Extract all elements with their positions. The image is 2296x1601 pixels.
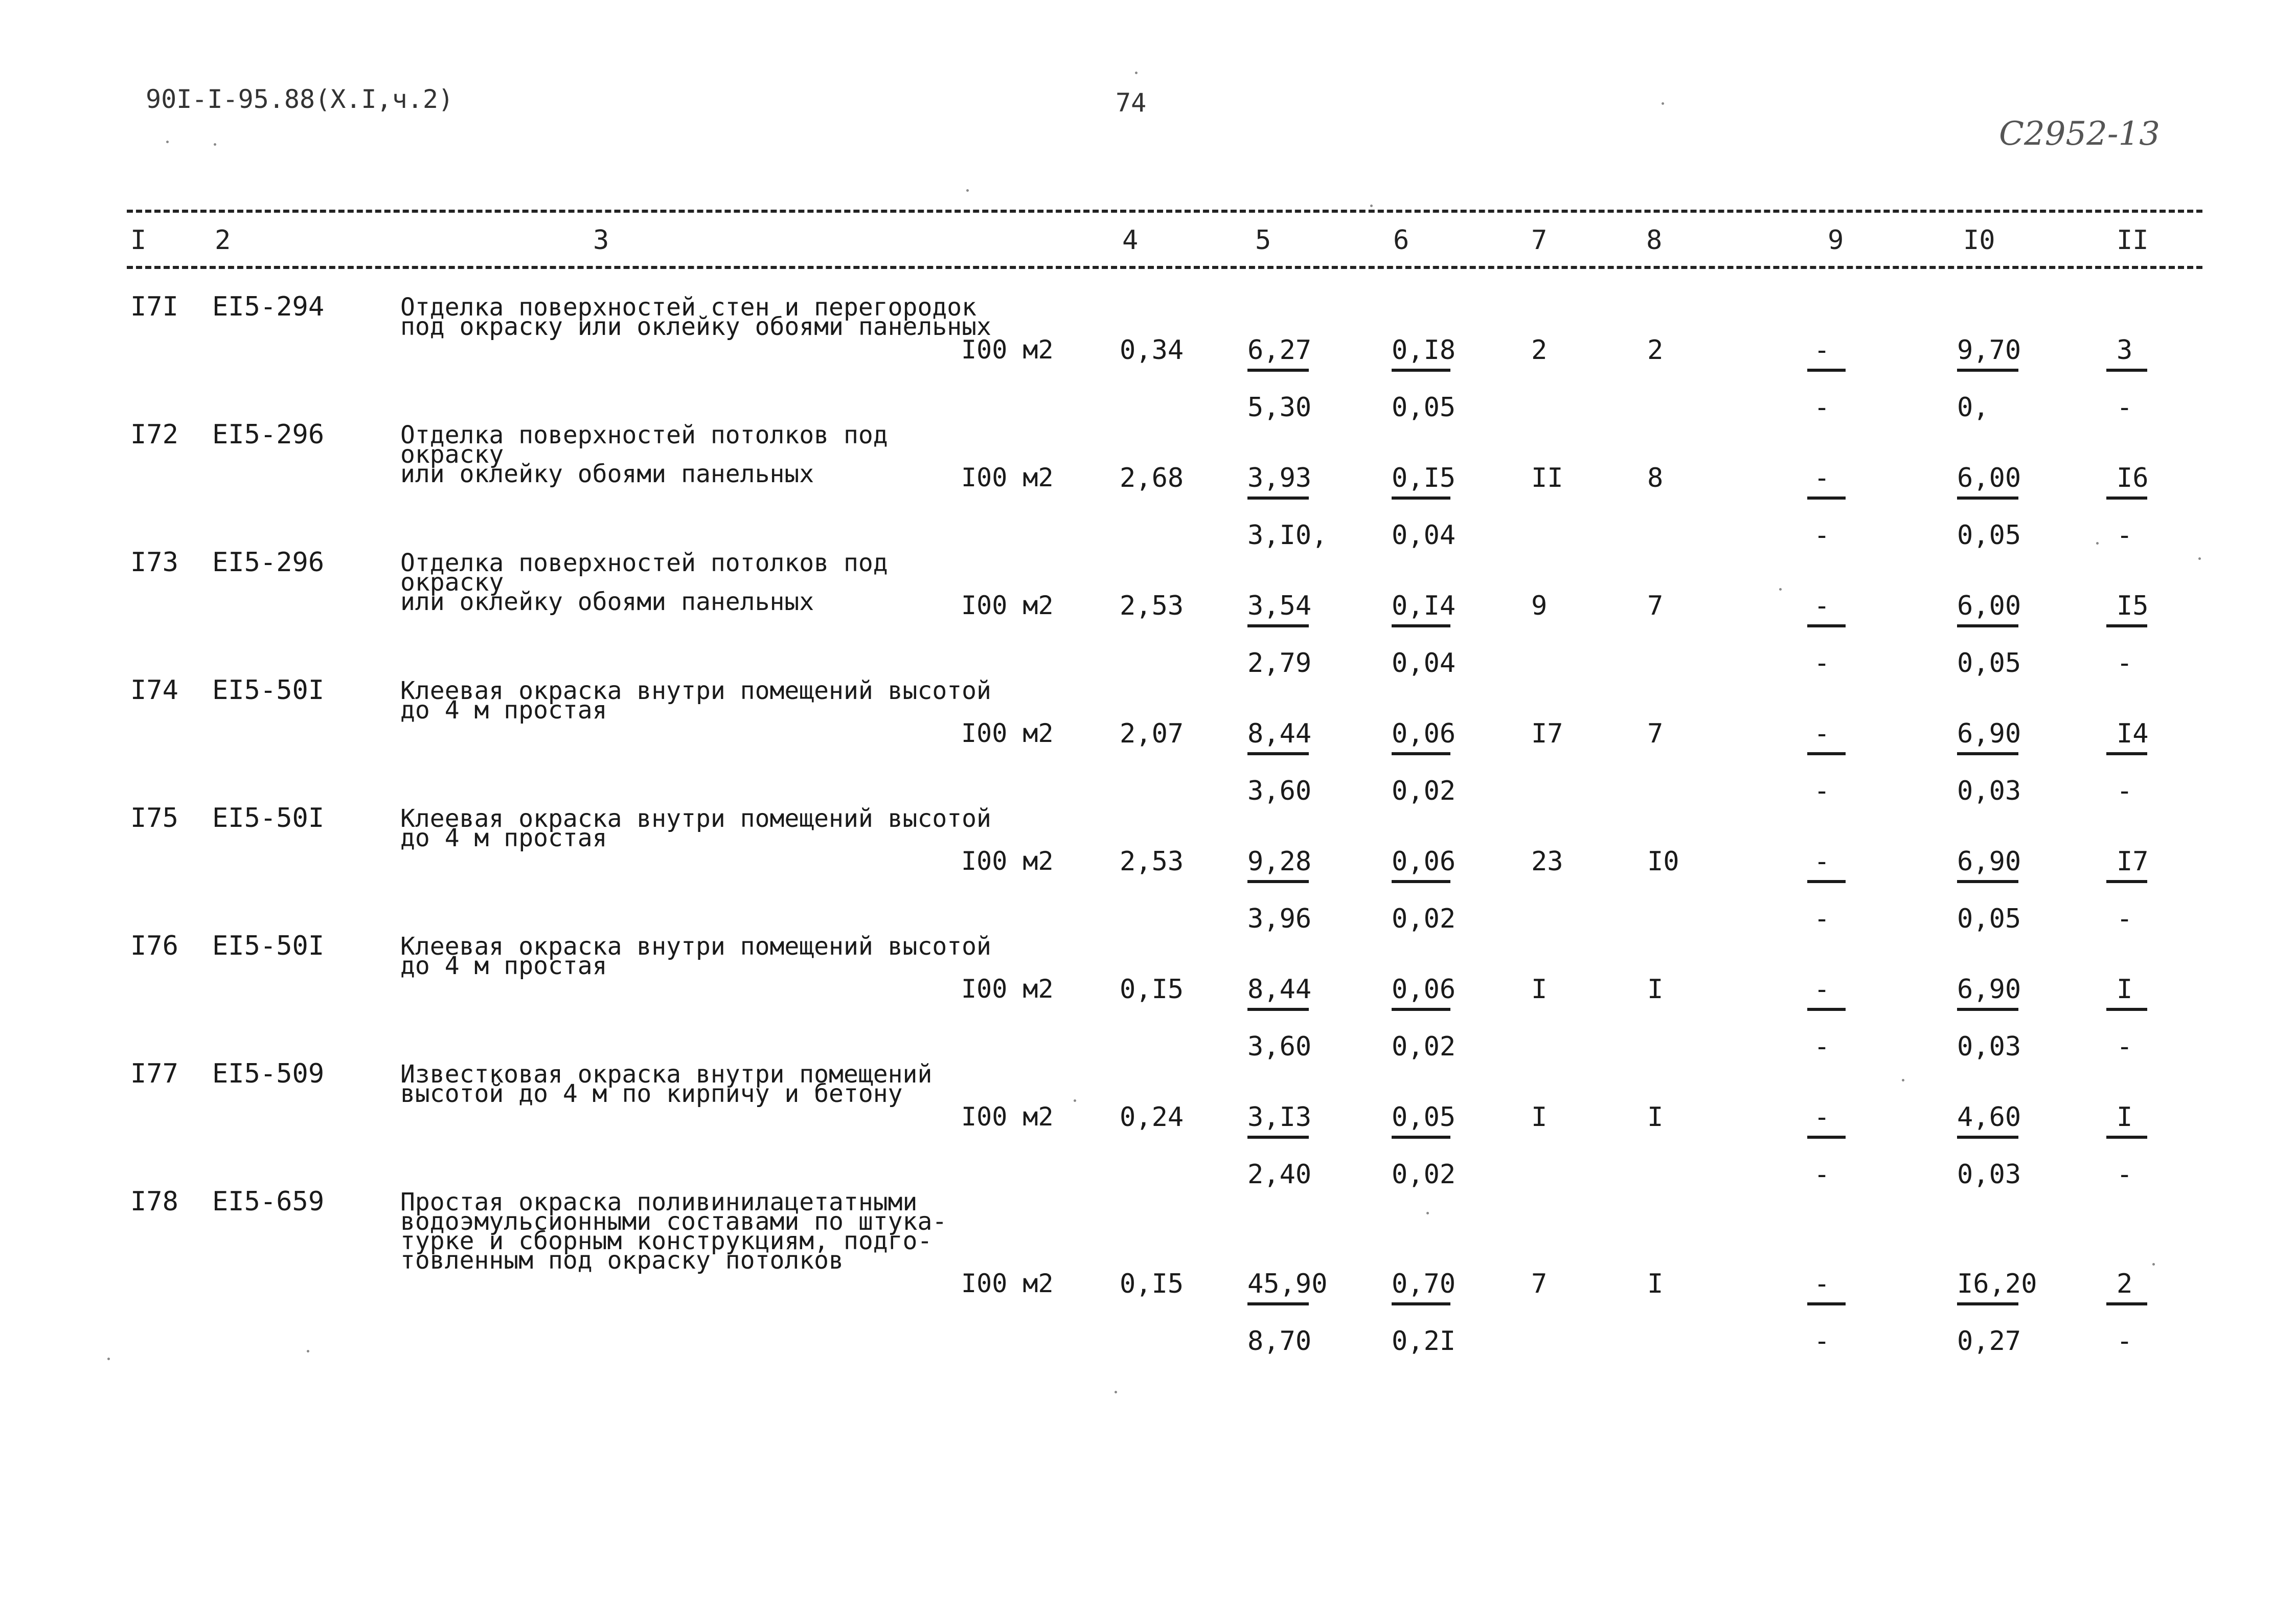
fraction-bar: [1957, 497, 2018, 500]
fraction-bar: [2106, 1008, 2147, 1011]
row-number: I75: [130, 803, 178, 833]
scan-speck: [1074, 1099, 1076, 1102]
col10-bottom-value: 0,05: [1957, 520, 2021, 551]
row-number: I72: [130, 419, 178, 450]
col6-top-value: 0,70: [1392, 1269, 1456, 1299]
column-header-8: 8: [1646, 225, 1663, 256]
scan-speck: [166, 141, 169, 143]
col5-top-value: 45,90: [1247, 1269, 1328, 1299]
fraction-bar: [1247, 369, 1309, 372]
row-number: I76: [130, 931, 178, 961]
col11-bottom-value: -: [2117, 904, 2133, 934]
col11-top-value: I4: [2117, 718, 2149, 749]
col9-bottom-value: -: [1814, 1031, 1830, 1062]
col11-bottom-value: -: [2117, 776, 2133, 806]
col11-top-value: I: [2117, 1102, 2133, 1133]
fraction-bar: [1957, 1302, 2018, 1305]
col10-bottom-value: 0,: [1957, 392, 1989, 423]
row-number: I73: [130, 547, 178, 578]
col9-top-value: -: [1814, 974, 1830, 1005]
fraction-bar: [1392, 1136, 1450, 1139]
col5-top-value: 3,93: [1247, 463, 1312, 493]
fraction-bar: [1392, 1008, 1450, 1011]
scan-speck: [214, 143, 216, 146]
fraction-bar: [2106, 369, 2147, 372]
col10-top-value: 4,60: [1957, 1102, 2021, 1133]
fraction-bar: [2106, 752, 2147, 755]
fraction-bar: [1807, 1302, 1846, 1305]
col9-bottom-value: -: [1814, 776, 1830, 806]
col9-top-value: -: [1814, 1269, 1830, 1299]
work-description: Простая окраска поливинилацетатными водоэмульсионными составами по штука- турке и сборным конструкциям, подго- товленным под окраску потолков: [400, 1188, 947, 1275]
scan-speck: [107, 1358, 110, 1360]
col11-top-value: 2: [2117, 1269, 2133, 1299]
column-header-3: 3: [593, 225, 609, 256]
fraction-bar: [1807, 1136, 1846, 1139]
measure-unit: I00 м2: [961, 335, 1054, 365]
col10-top-value: 6,90: [1957, 718, 2021, 749]
col10-top-value: 6,90: [1957, 846, 2021, 877]
col11-top-value: I: [2117, 974, 2133, 1005]
fraction-bar: [1957, 369, 2018, 372]
col9-bottom-value: -: [1814, 520, 1830, 551]
fraction-bar: [1957, 880, 2018, 883]
archive-stamp: С2952-13: [1999, 115, 2160, 153]
col11-top-value: 3: [2117, 335, 2133, 366]
column-header-9: 9: [1828, 225, 1844, 256]
work-description: Клеевая окраска внутри помещений высотой до 4 м простая: [400, 932, 991, 980]
table-header-rule: [127, 266, 2202, 269]
col8-value: I: [1647, 1269, 1664, 1299]
col9-top-value: -: [1814, 463, 1830, 493]
col7-value: I: [1531, 1102, 1548, 1133]
rate-code: EI5-50I: [212, 931, 325, 961]
col6-bottom-value: 0,05: [1392, 392, 1456, 423]
col11-bottom-value: -: [2117, 392, 2133, 423]
work-description: Клеевая окраска внутри помещений высотой до 4 м простая: [400, 677, 991, 725]
measure-unit: I00 м2: [961, 1269, 1054, 1298]
column-header-11: II: [2117, 225, 2149, 256]
scan-speck: [307, 1350, 309, 1352]
col5-top-value: 3,I3: [1247, 1102, 1312, 1133]
col8-value: I0: [1647, 846, 1679, 877]
column-header-4: 4: [1122, 225, 1139, 256]
col8-value: I: [1647, 974, 1664, 1005]
fraction-bar: [1807, 1008, 1846, 1011]
col10-bottom-value: 0,27: [1957, 1326, 2021, 1357]
work-description: Отделка поверхностей стен и перегородок под окраску или оклейку обоями панельных: [400, 293, 991, 341]
scan-speck: [1662, 102, 1664, 105]
measure-unit: I00 м2: [961, 718, 1054, 748]
measure-unit: I00 м2: [961, 591, 1054, 620]
col5-top-value: 8,44: [1247, 718, 1312, 749]
col8-value: 7: [1647, 591, 1664, 621]
col10-top-value: 6,00: [1957, 591, 2021, 621]
col11-top-value: I6: [2117, 463, 2149, 493]
fraction-bar: [1392, 1302, 1450, 1305]
measure-unit: I00 м2: [961, 463, 1054, 492]
col6-top-value: 0,06: [1392, 974, 1456, 1005]
col11-top-value: I5: [2117, 591, 2149, 621]
col6-bottom-value: 0,04: [1392, 520, 1456, 551]
rate-code: EI5-296: [212, 547, 325, 578]
col10-bottom-value: 0,03: [1957, 1031, 2021, 1062]
rate-code: EI5-294: [212, 291, 325, 322]
scan-speck: [1426, 1212, 1429, 1214]
work-description: Отделка поверхностей потолков под окраску или оклейку обоями панельных: [400, 421, 888, 488]
col6-top-value: 0,06: [1392, 718, 1456, 749]
col6-bottom-value: 0,02: [1392, 776, 1456, 806]
fraction-bar: [1957, 1136, 2018, 1139]
col10-bottom-value: 0,03: [1957, 776, 2021, 806]
scan-speck: [1779, 588, 1782, 591]
quantity: 2,07: [1120, 718, 1184, 749]
col9-bottom-value: -: [1814, 1326, 1830, 1357]
rate-code: EI5-659: [212, 1186, 325, 1217]
col9-bottom-value: -: [1814, 904, 1830, 934]
col5-bottom-value: 3,I0,: [1247, 520, 1328, 551]
fraction-bar: [1247, 1302, 1309, 1305]
fraction-bar: [1392, 497, 1450, 500]
scan-speck: [2096, 542, 2099, 545]
col8-value: 7: [1647, 718, 1664, 749]
col11-bottom-value: -: [2117, 1326, 2133, 1357]
row-number: I78: [130, 1186, 178, 1217]
col6-top-value: 0,05: [1392, 1102, 1456, 1133]
scan-speck: [1902, 1079, 1904, 1081]
fraction-bar: [1392, 752, 1450, 755]
fraction-bar: [1392, 369, 1450, 372]
fraction-bar: [1807, 880, 1846, 883]
col7-value: I: [1531, 974, 1548, 1005]
work-description: Клеевая окраска внутри помещений высотой до 4 м простая: [400, 804, 991, 852]
col5-bottom-value: 3,96: [1247, 904, 1312, 934]
col7-value: II: [1531, 463, 1563, 493]
fraction-bar: [1247, 752, 1309, 755]
col6-top-value: 0,06: [1392, 846, 1456, 877]
col5-top-value: 8,44: [1247, 974, 1312, 1005]
col8-value: 8: [1647, 463, 1664, 493]
fraction-bar: [1392, 624, 1450, 627]
col11-bottom-value: -: [2117, 648, 2133, 679]
fraction-bar: [1247, 880, 1309, 883]
fraction-bar: [2106, 497, 2147, 500]
col5-top-value: 9,28: [1247, 846, 1312, 877]
col6-bottom-value: 0,04: [1392, 648, 1456, 679]
row-number: I74: [130, 675, 178, 706]
col9-bottom-value: -: [1814, 1159, 1830, 1190]
fraction-bar: [1247, 497, 1309, 500]
col5-bottom-value: 5,30: [1247, 392, 1312, 423]
col10-bottom-value: 0,05: [1957, 648, 2021, 679]
fraction-bar: [1247, 624, 1309, 627]
col5-bottom-value: 2,40: [1247, 1159, 1312, 1190]
col7-value: 23: [1531, 846, 1563, 877]
fraction-bar: [1807, 369, 1846, 372]
col9-top-value: -: [1814, 335, 1830, 366]
col6-bottom-value: 0,02: [1392, 1159, 1456, 1190]
col6-bottom-value: 0,2I: [1392, 1326, 1456, 1357]
col9-bottom-value: -: [1814, 392, 1830, 423]
col11-top-value: I7: [2117, 846, 2149, 877]
fraction-bar: [1957, 752, 2018, 755]
col11-bottom-value: -: [2117, 520, 2133, 551]
fraction-bar: [1807, 497, 1846, 500]
col6-top-value: 0,I5: [1392, 463, 1456, 493]
quantity: 2,68: [1120, 463, 1184, 493]
col6-top-value: 0,I8: [1392, 335, 1456, 366]
rate-code: EI5-296: [212, 419, 325, 450]
col6-bottom-value: 0,02: [1392, 904, 1456, 934]
fraction-bar: [2106, 880, 2147, 883]
measure-unit: I00 м2: [961, 846, 1054, 876]
table-top-rule: [127, 210, 2202, 213]
col9-top-value: -: [1814, 1102, 1830, 1133]
col9-top-value: -: [1814, 591, 1830, 621]
fraction-bar: [1392, 880, 1450, 883]
fraction-bar: [2106, 624, 2147, 627]
scan-speck: [2198, 557, 2201, 560]
col5-top-value: 3,54: [1247, 591, 1312, 621]
page-number: 74: [1116, 88, 1147, 118]
col10-bottom-value: 0,03: [1957, 1159, 2021, 1190]
col11-bottom-value: -: [2117, 1031, 2133, 1062]
col9-bottom-value: -: [1814, 648, 1830, 679]
col5-bottom-value: 3,60: [1247, 1031, 1312, 1062]
column-header-7: 7: [1531, 225, 1548, 256]
col6-top-value: 0,I4: [1392, 591, 1456, 621]
rate-code: EI5-50I: [212, 675, 325, 706]
col11-bottom-value: -: [2117, 1159, 2133, 1190]
quantity: 0,I5: [1120, 974, 1184, 1005]
col10-bottom-value: 0,05: [1957, 904, 2021, 934]
quantity: 0,34: [1120, 335, 1184, 366]
col7-value: 2: [1531, 335, 1548, 366]
scan-speck: [1115, 1391, 1117, 1393]
col9-top-value: -: [1814, 846, 1830, 877]
col7-value: 7: [1531, 1269, 1548, 1299]
quantity: 2,53: [1120, 846, 1184, 877]
rate-code: EI5-509: [212, 1058, 325, 1089]
quantity: 0,I5: [1120, 1269, 1184, 1299]
column-header-5: 5: [1255, 225, 1271, 256]
col10-top-value: 6,90: [1957, 974, 2021, 1005]
col10-top-value: I6,20: [1957, 1269, 2037, 1299]
document-code: 90I-I-95.88(X.I,ч.2): [146, 84, 454, 114]
scan-speck: [1135, 72, 1138, 74]
fraction-bar: [1957, 624, 2018, 627]
col9-top-value: -: [1814, 718, 1830, 749]
col6-bottom-value: 0,02: [1392, 1031, 1456, 1062]
row-number: I77: [130, 1058, 178, 1089]
scan-speck: [2152, 1263, 2155, 1266]
scan-speck: [1370, 205, 1373, 207]
work-description: Известковая окраска внутри помещений высотой до 4 м по кирпичу и бетону: [400, 1060, 933, 1108]
quantity: 0,24: [1120, 1102, 1184, 1133]
fraction-bar: [1247, 1008, 1309, 1011]
fraction-bar: [1807, 624, 1846, 627]
fraction-bar: [1957, 1008, 2018, 1011]
quantity: 2,53: [1120, 591, 1184, 621]
column-header-1: I: [130, 225, 147, 256]
fraction-bar: [2106, 1136, 2147, 1139]
col8-value: I: [1647, 1102, 1664, 1133]
col10-top-value: 6,00: [1957, 463, 2021, 493]
col7-value: 9: [1531, 591, 1548, 621]
row-number: I7I: [130, 291, 178, 322]
scan-speck: [966, 189, 969, 192]
column-header-6: 6: [1393, 225, 1410, 256]
col5-bottom-value: 3,60: [1247, 776, 1312, 806]
col5-bottom-value: 8,70: [1247, 1326, 1312, 1357]
fraction-bar: [1247, 1136, 1309, 1139]
col10-top-value: 9,70: [1957, 335, 2021, 366]
fraction-bar: [1807, 752, 1846, 755]
rate-code: EI5-50I: [212, 803, 325, 833]
measure-unit: I00 м2: [961, 1102, 1054, 1132]
col5-bottom-value: 2,79: [1247, 648, 1312, 679]
col8-value: 2: [1647, 335, 1664, 366]
column-header-2: 2: [215, 225, 231, 256]
fraction-bar: [2106, 1302, 2147, 1305]
column-header-10: I0: [1963, 225, 1995, 256]
work-description: Отделка поверхностей потолков под окраску или оклейку обоями панельных: [400, 549, 888, 616]
col7-value: I7: [1531, 718, 1563, 749]
measure-unit: I00 м2: [961, 974, 1054, 1004]
col5-top-value: 6,27: [1247, 335, 1312, 366]
